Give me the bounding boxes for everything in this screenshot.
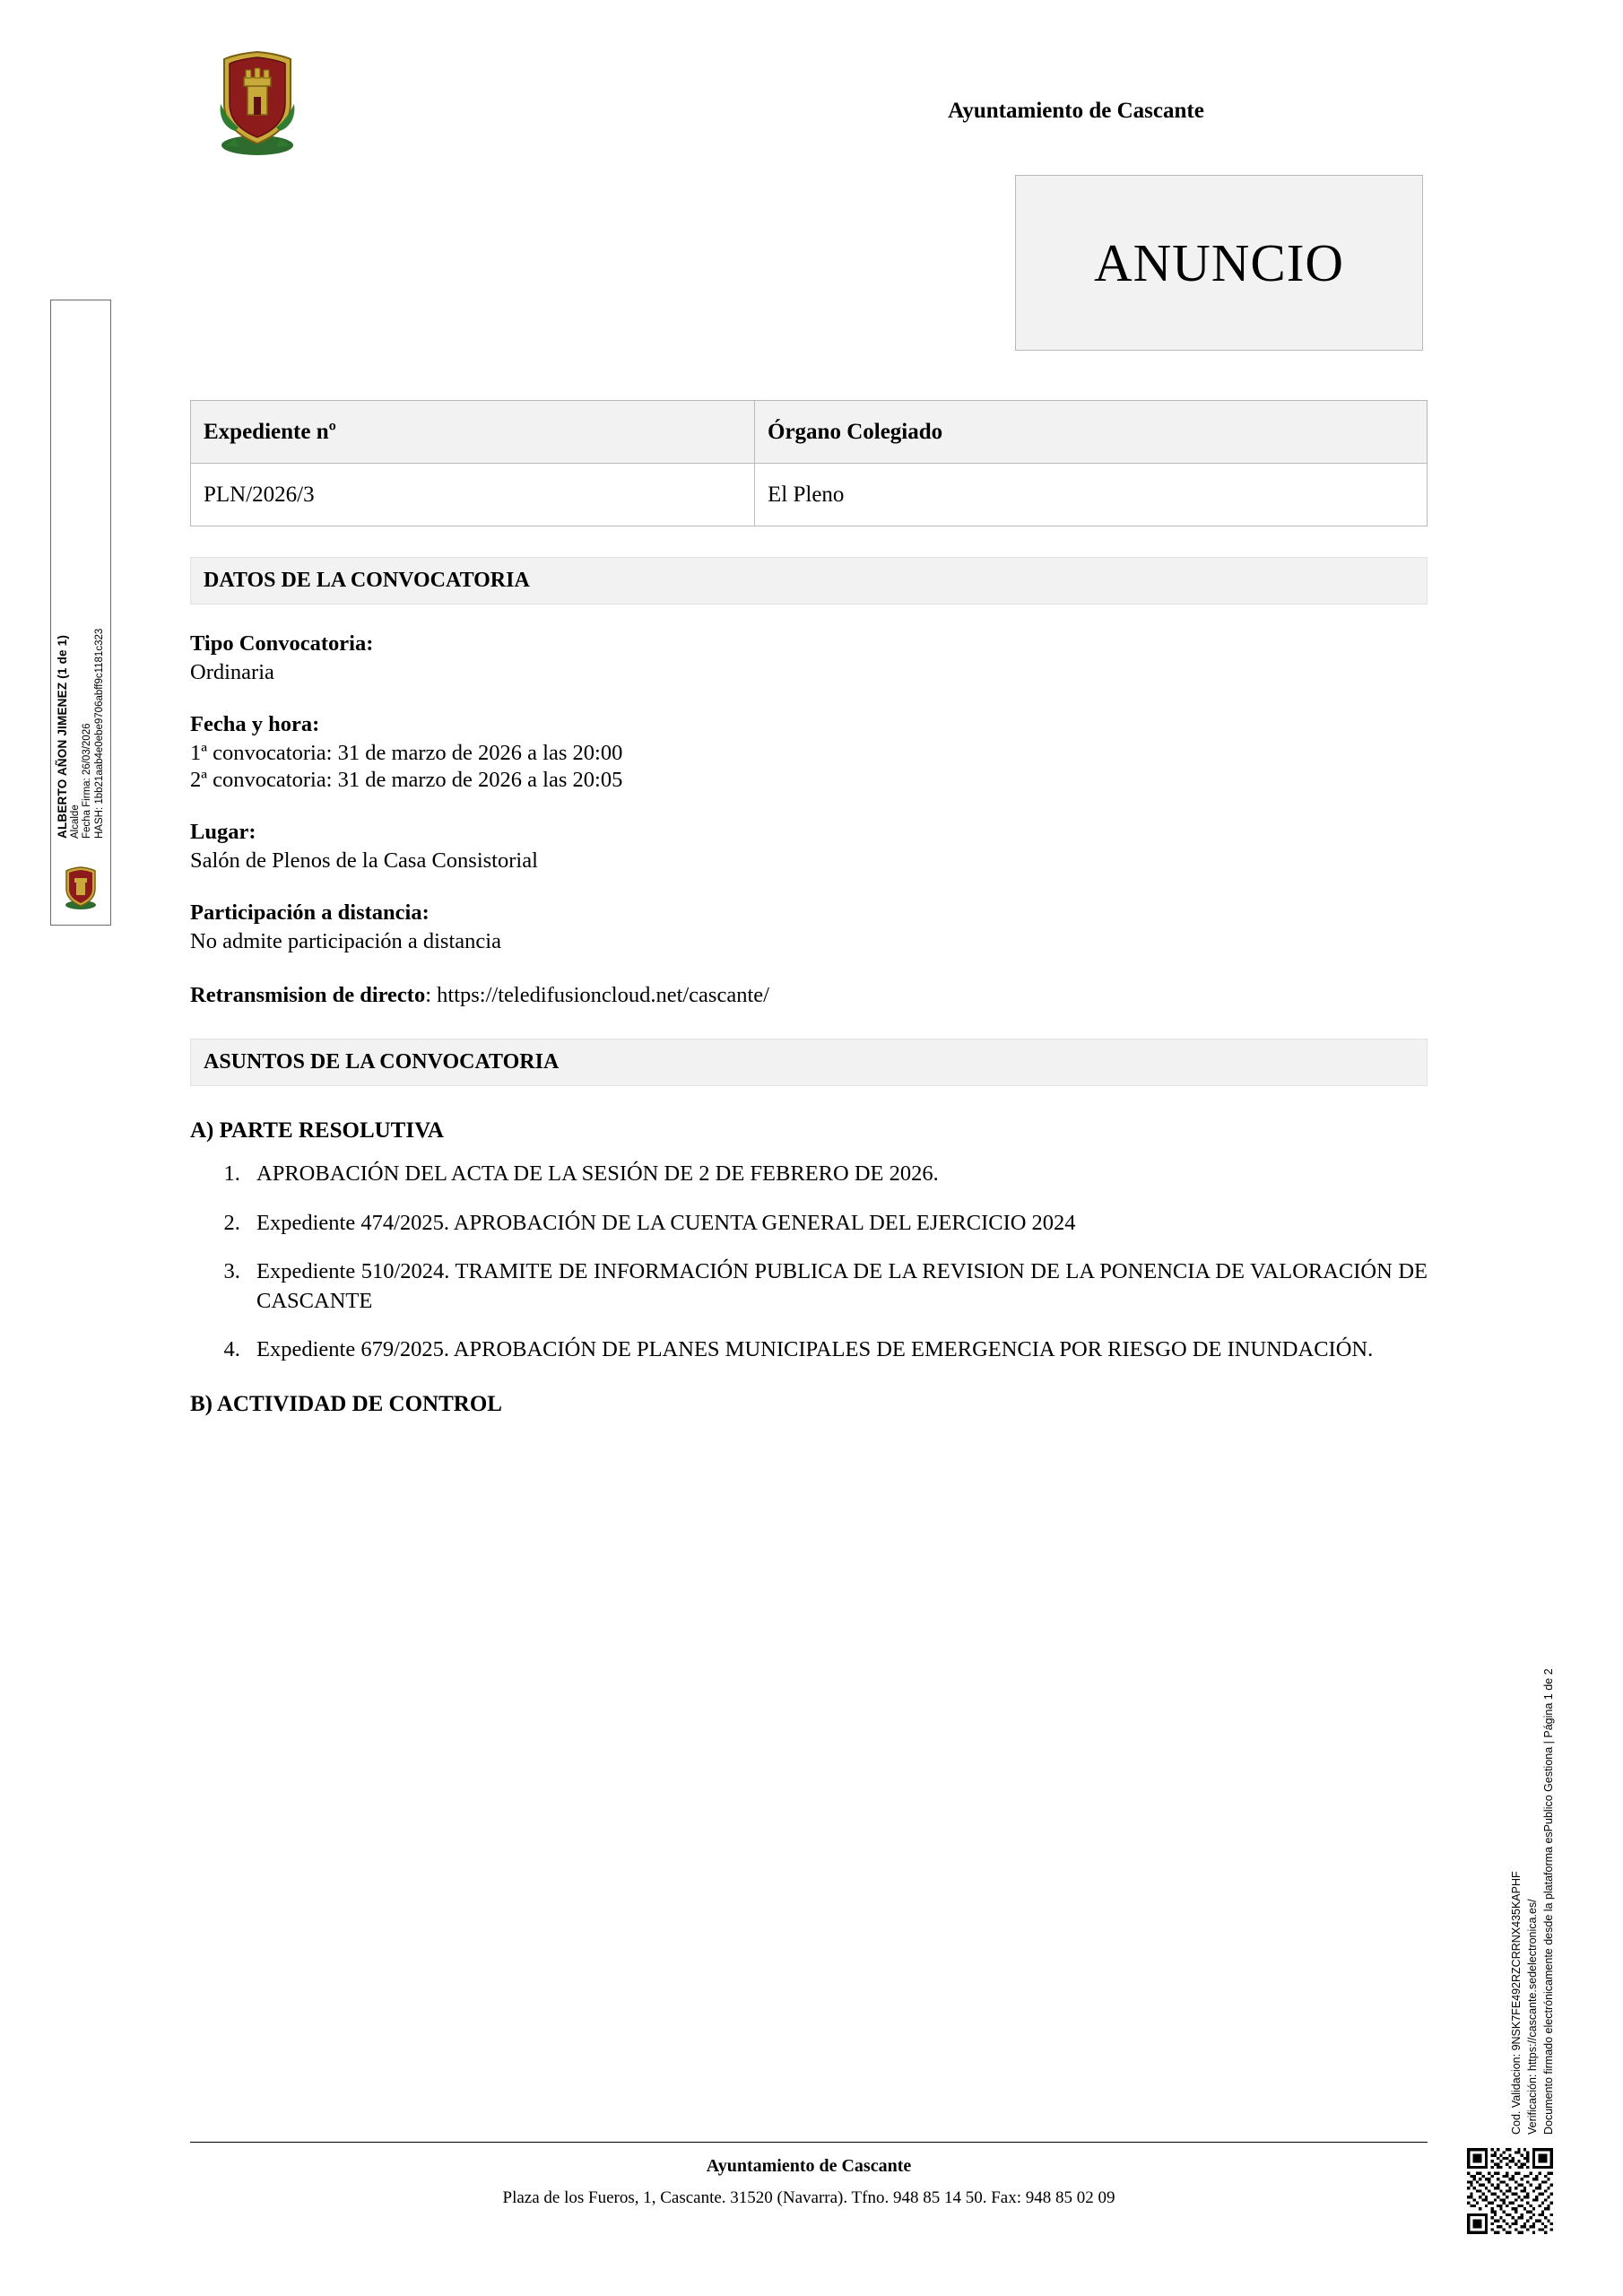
field-lugar (190, 820, 1428, 874)
section-header-asuntos: ASUNTOS DE LA CONVOCATORIA (190, 1039, 1428, 1086)
header-entity-name: Ayuntamiento de Cascante (948, 99, 1204, 123)
agenda-item-list (190, 1160, 1428, 1365)
field-label: Tipo Convocatoria: (190, 631, 374, 656)
section-header-datos: DATOS DE LA CONVOCATORIA (190, 557, 1428, 604)
field-value-primera-convocatoria: 1ª convocatoria: 31 de marzo de 2026 a las 20:00 (190, 741, 623, 765)
validation-code: Cod. Validacion: 9NSK7FE492RZCRRNX435KAPHF (1510, 1871, 1523, 2135)
anuncio-title: ANUNCIO (1093, 232, 1345, 292)
signer-name: ALBERTO AÑON JIMENEZ (1 de 1) (55, 634, 69, 839)
field-value: Salón de Plenos de la Casa Consistorial (190, 848, 538, 873)
field-label: Retransmision de directo (190, 983, 426, 1007)
signature-strip (50, 300, 111, 926)
coat-of-arms-icon (60, 864, 101, 910)
coat-of-arms-icon (208, 45, 307, 157)
field-value: No admite participación a distancia (190, 929, 501, 953)
table-header-row (191, 401, 1428, 464)
field-fecha-hora (190, 712, 1428, 793)
field-value-link[interactable]: : https://teledifusioncloud.net/cascante/ (425, 983, 769, 1007)
list-item: 4. Expediente 679/2025. APROBACIÓN DE PLANES MUNICIPALES DE EMERGENCIA POR RIESGO DE INUNDACIÓN. (246, 1335, 1428, 1365)
expediente-table (190, 400, 1428, 526)
field-label: Lugar: (190, 820, 256, 844)
field-label: Participación a distancia: (190, 900, 430, 925)
signature-date: Fecha Firma: 26/03/2026 (82, 723, 93, 839)
list-item: 1. APROBACIÓN DEL ACTA DE LA SESIÓN DE 2 DE FEBRERO DE 2026. (246, 1160, 1428, 1189)
signature-strip-text (51, 300, 110, 925)
footer-address: Plaza de los Fueros, 1, Cascante. 31520 (Navarra). Tfno. 948 85 14 50. Fax: 948 85 02 09 (502, 2188, 1115, 2207)
validation-note: Documento firmado electrónicamente desde la plataforma esPublico Gestiona | Página 1 de 2 (1542, 1668, 1556, 2135)
field-retransmision (190, 983, 1428, 1008)
validation-url: Verificación: https://cascante.sedelectronica.es/ (1526, 1899, 1540, 2135)
cell-organo-colegiado: El Pleno (755, 464, 1428, 526)
list-item: 3. Expediente 510/2024. TRAMITE DE INFORMACIÓN PUBLICA DE LA REVISION DE LA PONENCIA DE VALORACIÓN DE CASCANTE (246, 1257, 1428, 1316)
field-value-segunda-convocatoria: 2ª convocatoria: 31 de marzo de 2026 a las 20:05 (190, 768, 623, 792)
qr-code-icon (1467, 2148, 1553, 2234)
field-value: Ordinaria (190, 660, 274, 684)
document-body (190, 175, 1428, 1417)
part-b-title: B) ACTIVIDAD DE CONTROL (190, 1391, 502, 1416)
cell-expediente-numero: PLN/2026/3 (191, 464, 755, 526)
document-header (0, 25, 1623, 160)
field-tipo-convocatoria (190, 631, 1428, 685)
list-item: 2. Expediente 474/2025. APROBACIÓN DE LA CUENTA GENERAL DEL EJERCICIO 2024 (246, 1209, 1428, 1239)
footer-divider (190, 2142, 1428, 2143)
signer-role: Alcalde (69, 804, 81, 839)
validation-strip (1508, 1399, 1571, 2135)
column-header-expediente: Expediente nº (191, 401, 755, 464)
field-label: Fecha y hora: (190, 712, 320, 736)
anuncio-title-box (1015, 175, 1423, 351)
table-row (191, 464, 1428, 526)
part-a-title: A) PARTE RESOLUTIVA (190, 1118, 444, 1143)
column-header-organo: Órgano Colegiado (755, 401, 1428, 464)
validation-strip-text (1508, 1399, 1557, 2135)
signature-hash: HASH: 1bb21aab4e0ebe9706abff9c1181c323 (93, 628, 105, 839)
field-participacion-distancia (190, 900, 1428, 954)
footer-entity-name: Ayuntamiento de Cascante (706, 2156, 912, 2176)
